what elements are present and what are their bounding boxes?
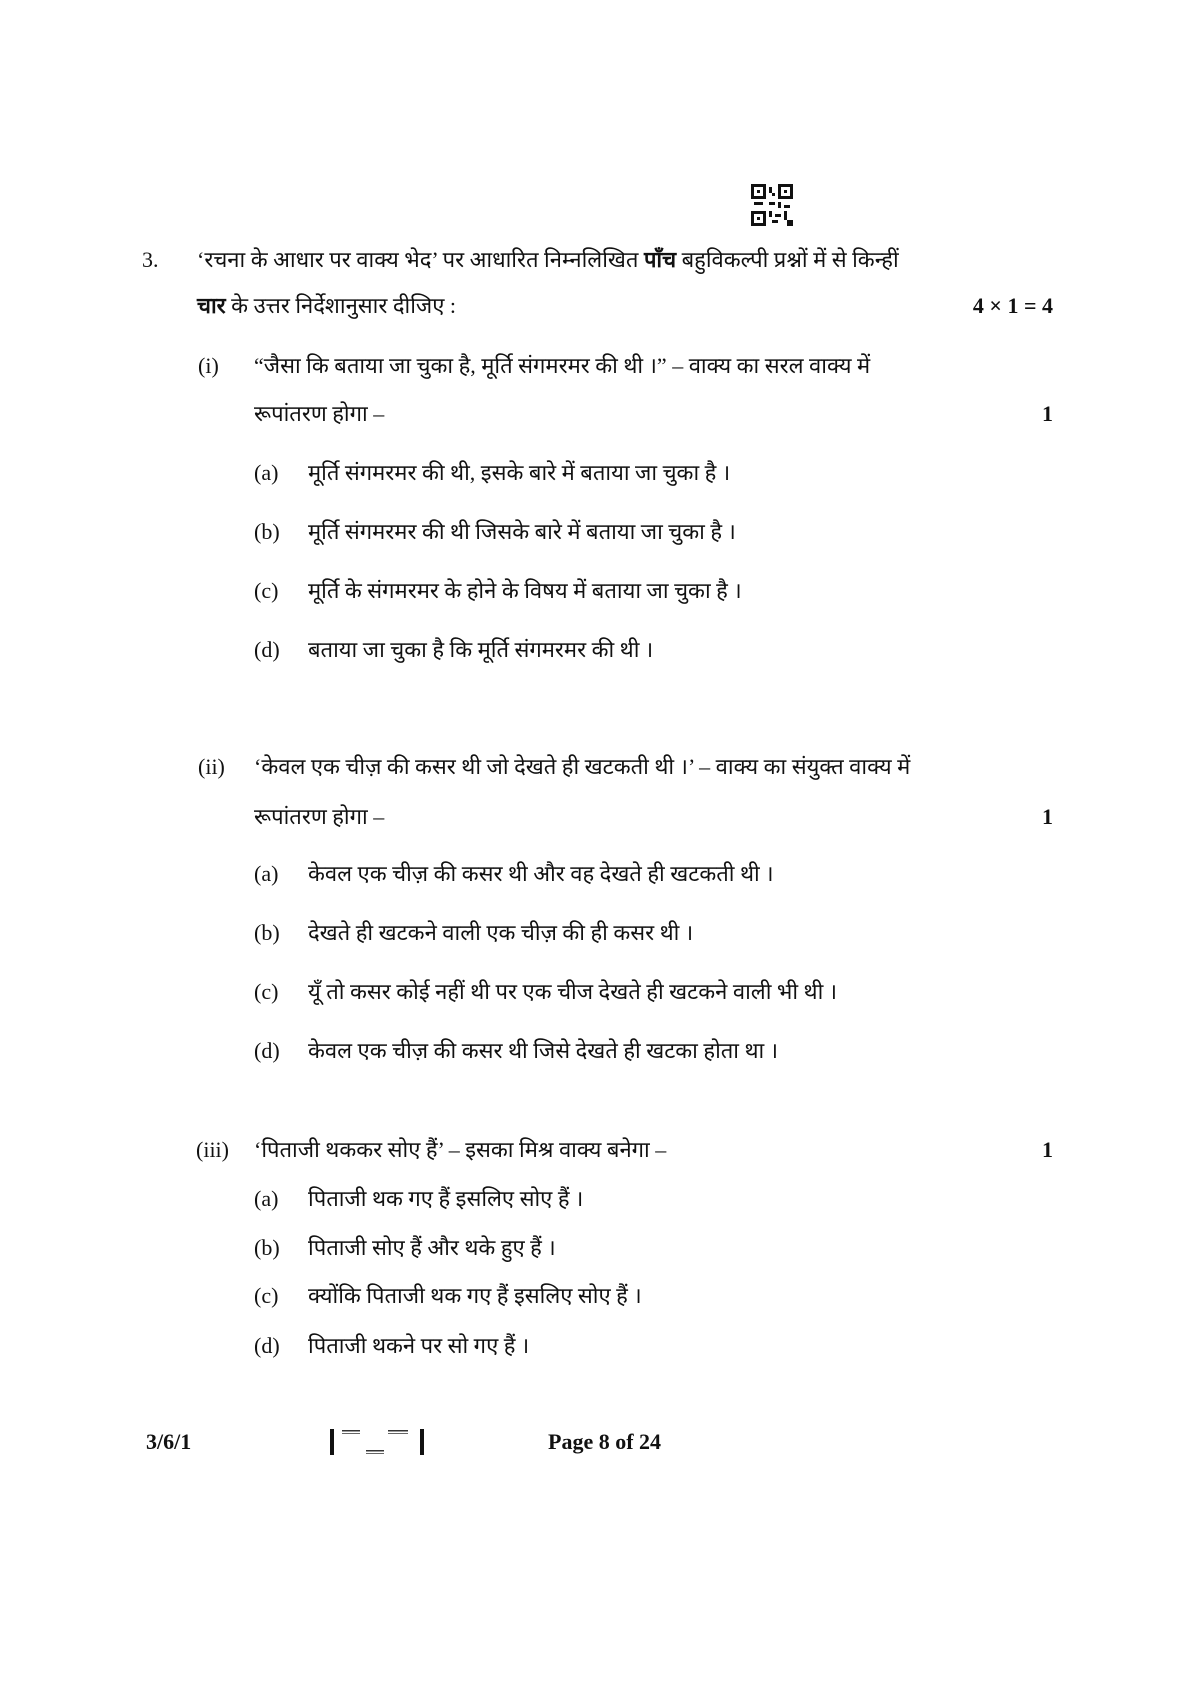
subquestion-label: (ii) [198, 754, 225, 779]
footer-code: 3/6/1 [146, 1429, 192, 1454]
option-text[interactable]: पिताजी थकने पर सो गए हैं । [308, 1333, 530, 1358]
intro-text: ‘रचना के आधार पर वाक्य भेद’ पर आधारित निम्नलिखित [197, 247, 644, 272]
question-intro-line1 [197, 245, 899, 275]
question-intro-line2 [197, 291, 456, 321]
subquestion-marks: 1 [1042, 804, 1053, 829]
option-text[interactable]: यूँ तो कसर कोई नहीं थी पर एक चीज देखते ही खटकने वाली भी थी । [308, 979, 838, 1004]
option-text[interactable]: पिताजी थक गए हैं इसलिए सोए हैं । [308, 1186, 584, 1211]
option-label: (d) [254, 1333, 280, 1358]
option-label: (b) [254, 1235, 280, 1260]
page-number: Page 8 of 24 [548, 1429, 662, 1454]
subquestion-marks: 1 [1042, 401, 1053, 426]
subquestion-text: ‘केवल एक चीज़ की कसर थी जो देखते ही खटकती थी ।’ – वाक्य का संयुक्त वाक्य में [254, 754, 911, 779]
intro-bold-four: चार [197, 293, 226, 318]
subquestion-text: ‘पिताजी थककर सोए हैं’ – इसका मिश्र वाक्य बनेगा – [254, 1137, 667, 1162]
option-label: (a) [254, 1186, 279, 1211]
option-text[interactable]: बताया जा चुका है कि मूर्ति संगमरमर की थी । [308, 637, 654, 662]
option-label: (a) [254, 460, 279, 485]
intro-text: बहुविकल्पी प्रश्नों में से किन्हीं [676, 247, 899, 272]
barcode-icon [330, 1427, 430, 1457]
option-label: (d) [254, 1038, 280, 1063]
option-text[interactable]: मूर्ति संगमरमर की थी जिसके बारे में बताया जा चुका है । [308, 519, 736, 544]
option-text[interactable]: केवल एक चीज़ की कसर थी जिसे देखते ही खटका होता था । [308, 1038, 779, 1063]
qr-code-icon [751, 184, 793, 226]
option-label: (d) [254, 637, 280, 662]
option-text[interactable]: मूर्ति संगमरमर की थी, इसके बारे में बताया जा चुका है । [308, 460, 731, 485]
subquestion-label: (iii) [196, 1137, 229, 1162]
subquestion-text: “जैसा कि बताया जा चुका है, मूर्ति संगमरमर की थी ।” – वाक्य का सरल वाक्य में [254, 353, 871, 378]
intro-bold-five: पाँच [643, 247, 677, 272]
option-label: (a) [254, 861, 279, 886]
intro-text: के उत्तर निर्देशानुसार दीजिए : [225, 293, 457, 318]
option-label: (b) [254, 920, 280, 945]
option-text[interactable]: देखते ही खटकने वाली एक चीज़ की ही कसर थी । [308, 920, 694, 945]
question-number: 3. [142, 247, 159, 272]
subquestion-text: रूपांतरण होगा – [254, 401, 385, 426]
option-text[interactable]: केवल एक चीज़ की कसर थी और वह देखते ही खटकती थी । [308, 861, 774, 886]
subquestion-marks: 1 [1042, 1137, 1053, 1162]
question-marks: 4 × 1 = 4 [972, 293, 1053, 318]
option-label: (c) [254, 979, 279, 1004]
subquestion-text: रूपांतरण होगा – [254, 804, 385, 829]
option-text[interactable]: पिताजी सोए हैं और थके हुए हैं । [308, 1235, 556, 1260]
option-label: (c) [254, 1283, 279, 1308]
option-label: (b) [254, 519, 280, 544]
option-text[interactable]: मूर्ति के संगमरमर के होने के विषय में बताया जा चुका है । [308, 578, 742, 603]
option-label: (c) [254, 578, 279, 603]
option-text[interactable]: क्योंकि पिताजी थक गए हैं इसलिए सोए हैं । [308, 1283, 642, 1308]
subquestion-label: (i) [198, 353, 219, 378]
